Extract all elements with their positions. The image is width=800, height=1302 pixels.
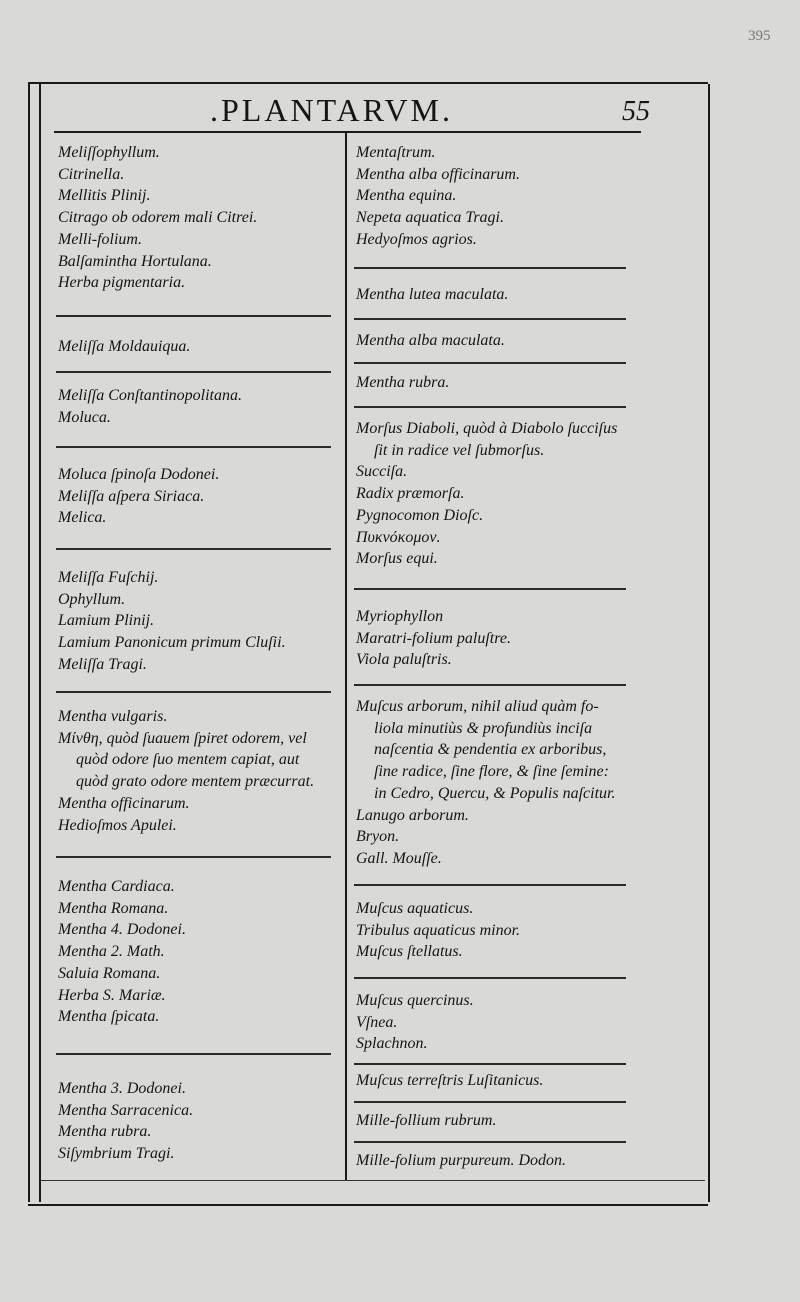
entry-group bbox=[356, 142, 520, 251]
header-rule bbox=[54, 131, 641, 133]
entry-line: Viola paluſtris. bbox=[356, 651, 452, 669]
column-divider bbox=[345, 132, 347, 1180]
entry-group bbox=[58, 706, 314, 836]
entry-separator bbox=[354, 406, 626, 408]
entry-group bbox=[356, 418, 617, 570]
bottom-rule bbox=[40, 1180, 705, 1181]
page-number: 55 bbox=[622, 96, 650, 127]
entry-group bbox=[356, 696, 615, 870]
entry-line: Muſcus quercinus. bbox=[356, 992, 474, 1009]
entry-line: Morſus equi. bbox=[356, 550, 438, 568]
entry-line: naſcentia & pendentia ex arboribus, bbox=[374, 741, 607, 759]
entry-line: Pygnocomon Dioſc. bbox=[356, 506, 484, 524]
entry-line: Myriophyllon bbox=[356, 608, 444, 625]
entry-line: Mentha rubra. bbox=[58, 1123, 152, 1141]
entry-line: Mille-follium rubrum. bbox=[356, 1112, 497, 1129]
entry-line: Citrago ob odorem mali Citrei. bbox=[58, 209, 258, 227]
entry-line: Bryon. bbox=[356, 828, 400, 846]
entry-line: Gall. Mouſſe. bbox=[356, 849, 442, 867]
entry-line: Succiſa. bbox=[356, 463, 408, 481]
entry-line: Muſcus ſtellatus. bbox=[356, 943, 463, 961]
entry-line: Meliſſa Tragi. bbox=[58, 655, 147, 673]
entry-line: Maratri-folium paluſtre. bbox=[356, 629, 511, 647]
entry-line: quòd odore ſuo mentem capiat, aut bbox=[76, 751, 300, 769]
entry-line: Nepeta aquatica Tragi. bbox=[356, 209, 504, 227]
entry-separator bbox=[56, 548, 331, 550]
entry-separator bbox=[56, 315, 331, 317]
entry-line: Mentha alba officinarum. bbox=[356, 165, 520, 183]
corner-page-number: 395 bbox=[748, 28, 771, 44]
entry-separator bbox=[354, 977, 626, 979]
entry-line: Siſymbrium Tragi. bbox=[58, 1145, 175, 1163]
page-title: .PLANTARVM. bbox=[210, 92, 453, 128]
entry-line: Mentaſtrum. bbox=[356, 144, 436, 161]
entry-line: Melica. bbox=[58, 509, 107, 527]
entry-line: Mentha 4. Dodonei. bbox=[58, 921, 186, 939]
entry-line: Lamium Panonicum primum Cluſii. bbox=[58, 634, 286, 652]
entry-line: ſit in radice vel ſubmorſus. bbox=[374, 441, 545, 459]
entry-line: ſine radice, ſine flore, & ſine ſemine: bbox=[374, 763, 609, 781]
entry-group bbox=[356, 898, 520, 963]
entry-line: Meliſſophyllum. bbox=[58, 144, 160, 161]
entry-group bbox=[356, 372, 449, 394]
entry-separator bbox=[56, 1053, 331, 1055]
entry-line: Meliſſa Conſtantinopolitana. bbox=[58, 387, 242, 404]
entry-line: Mentha officinarum. bbox=[58, 794, 190, 812]
entry-group bbox=[356, 1070, 543, 1092]
entry-separator bbox=[354, 684, 626, 686]
entry-separator bbox=[354, 267, 626, 269]
entry-group bbox=[356, 990, 474, 1055]
entry-separator bbox=[56, 446, 331, 448]
entry-line: Mentha rubra. bbox=[356, 374, 450, 391]
entry-line: Mentha lutea maculata. bbox=[356, 286, 509, 303]
entry-line: Herba S. Mariæ. bbox=[58, 986, 166, 1004]
entry-line: Hedyoſmos agrios. bbox=[356, 230, 477, 248]
entry-line: Moluca. bbox=[58, 408, 111, 426]
entry-line: Moluca ſpinoſa Dodonei. bbox=[58, 466, 220, 483]
entry-line: Πυκνόκομον. bbox=[356, 528, 441, 546]
entry-separator bbox=[56, 856, 331, 858]
entry-group bbox=[356, 1110, 496, 1132]
entry-line: Mille-folium purpureum. Dodon. bbox=[356, 1152, 567, 1169]
entry-line: Mellitis Plinij. bbox=[58, 187, 151, 205]
entry-group bbox=[356, 284, 508, 306]
entry-line: Balſamintha Hortulana. bbox=[58, 252, 212, 270]
entry-line: Muſcus terreſtris Luſitanicus. bbox=[356, 1072, 544, 1089]
entry-line: Meliſſa aſpera Siriaca. bbox=[58, 487, 205, 505]
entry-line: Mentha Sarracenica. bbox=[58, 1101, 194, 1119]
entry-line: Saluia Romana. bbox=[58, 964, 161, 982]
entry-line: Muſcus arborum, nihil aliud quàm fo- bbox=[356, 698, 599, 715]
entry-group bbox=[58, 1078, 193, 1165]
entry-line: Citrinella. bbox=[58, 165, 125, 183]
page-frame-left-border bbox=[28, 84, 30, 1202]
entry-separator bbox=[354, 884, 626, 886]
entry-group bbox=[58, 142, 257, 294]
page-header bbox=[40, 86, 705, 130]
entry-separator bbox=[354, 1063, 626, 1065]
entry-line: Vſnea. bbox=[356, 1013, 398, 1031]
entry-line: Meliſſa Fuſchij. bbox=[58, 569, 159, 586]
entry-group bbox=[58, 876, 186, 1028]
entry-line: Lamium Plinij. bbox=[58, 612, 155, 630]
entry-line: Μίνθη, quòd ſuauem ſpiret odorem, vel bbox=[58, 729, 307, 747]
entry-group bbox=[58, 464, 219, 529]
entry-group bbox=[58, 567, 286, 676]
entry-line: Lanugo arborum. bbox=[356, 806, 469, 824]
entry-line: liola minutiùs & profundiùs inciſa bbox=[374, 719, 593, 737]
entry-line: Mentha ſpicata. bbox=[58, 1008, 160, 1026]
entry-group bbox=[356, 606, 511, 671]
entry-group bbox=[58, 385, 242, 428]
entry-line: Mentha alba maculata. bbox=[356, 332, 505, 349]
entry-line: Morſus Diaboli, quòd à Diabolo ſucciſus bbox=[356, 420, 618, 437]
entry-line: Mentha equina. bbox=[356, 187, 457, 205]
entry-line: Mentha 2. Math. bbox=[58, 943, 165, 961]
entry-separator bbox=[354, 588, 626, 590]
entry-separator bbox=[354, 1141, 626, 1143]
entry-line: Mentha Romana. bbox=[58, 899, 169, 917]
entry-separator bbox=[354, 1101, 626, 1103]
entry-line: Melli-folium. bbox=[58, 230, 142, 248]
entry-line: Splachnon. bbox=[356, 1035, 428, 1053]
entry-line: in Cedro, Quercu, & Populis naſcitur. bbox=[374, 784, 616, 802]
entry-line: Mentha 3. Dodonei. bbox=[58, 1080, 186, 1097]
entry-line: Hedioſmos Apulei. bbox=[58, 816, 177, 834]
entry-line: Tribulus aquaticus minor. bbox=[356, 921, 521, 939]
entry-separator bbox=[354, 362, 626, 364]
entry-line: Herba pigmentaria. bbox=[58, 274, 186, 292]
entry-line: Radix præmorſa. bbox=[356, 485, 465, 503]
entry-line: Muſcus aquaticus. bbox=[356, 900, 474, 917]
entry-group bbox=[356, 1150, 566, 1172]
entry-line: Ophyllum. bbox=[58, 590, 126, 608]
entry-separator bbox=[354, 318, 626, 320]
entry-line: Meliſſa Moldauiqua. bbox=[58, 338, 191, 355]
entry-group bbox=[58, 336, 190, 358]
entry-line: Mentha Cardiaca. bbox=[58, 878, 175, 895]
entry-line: Mentha vulgaris. bbox=[58, 708, 168, 725]
entry-line: quòd grato odore mentem præcurrat. bbox=[76, 773, 315, 791]
entry-group bbox=[356, 330, 505, 352]
entry-separator bbox=[56, 371, 331, 373]
entry-separator bbox=[56, 691, 331, 693]
